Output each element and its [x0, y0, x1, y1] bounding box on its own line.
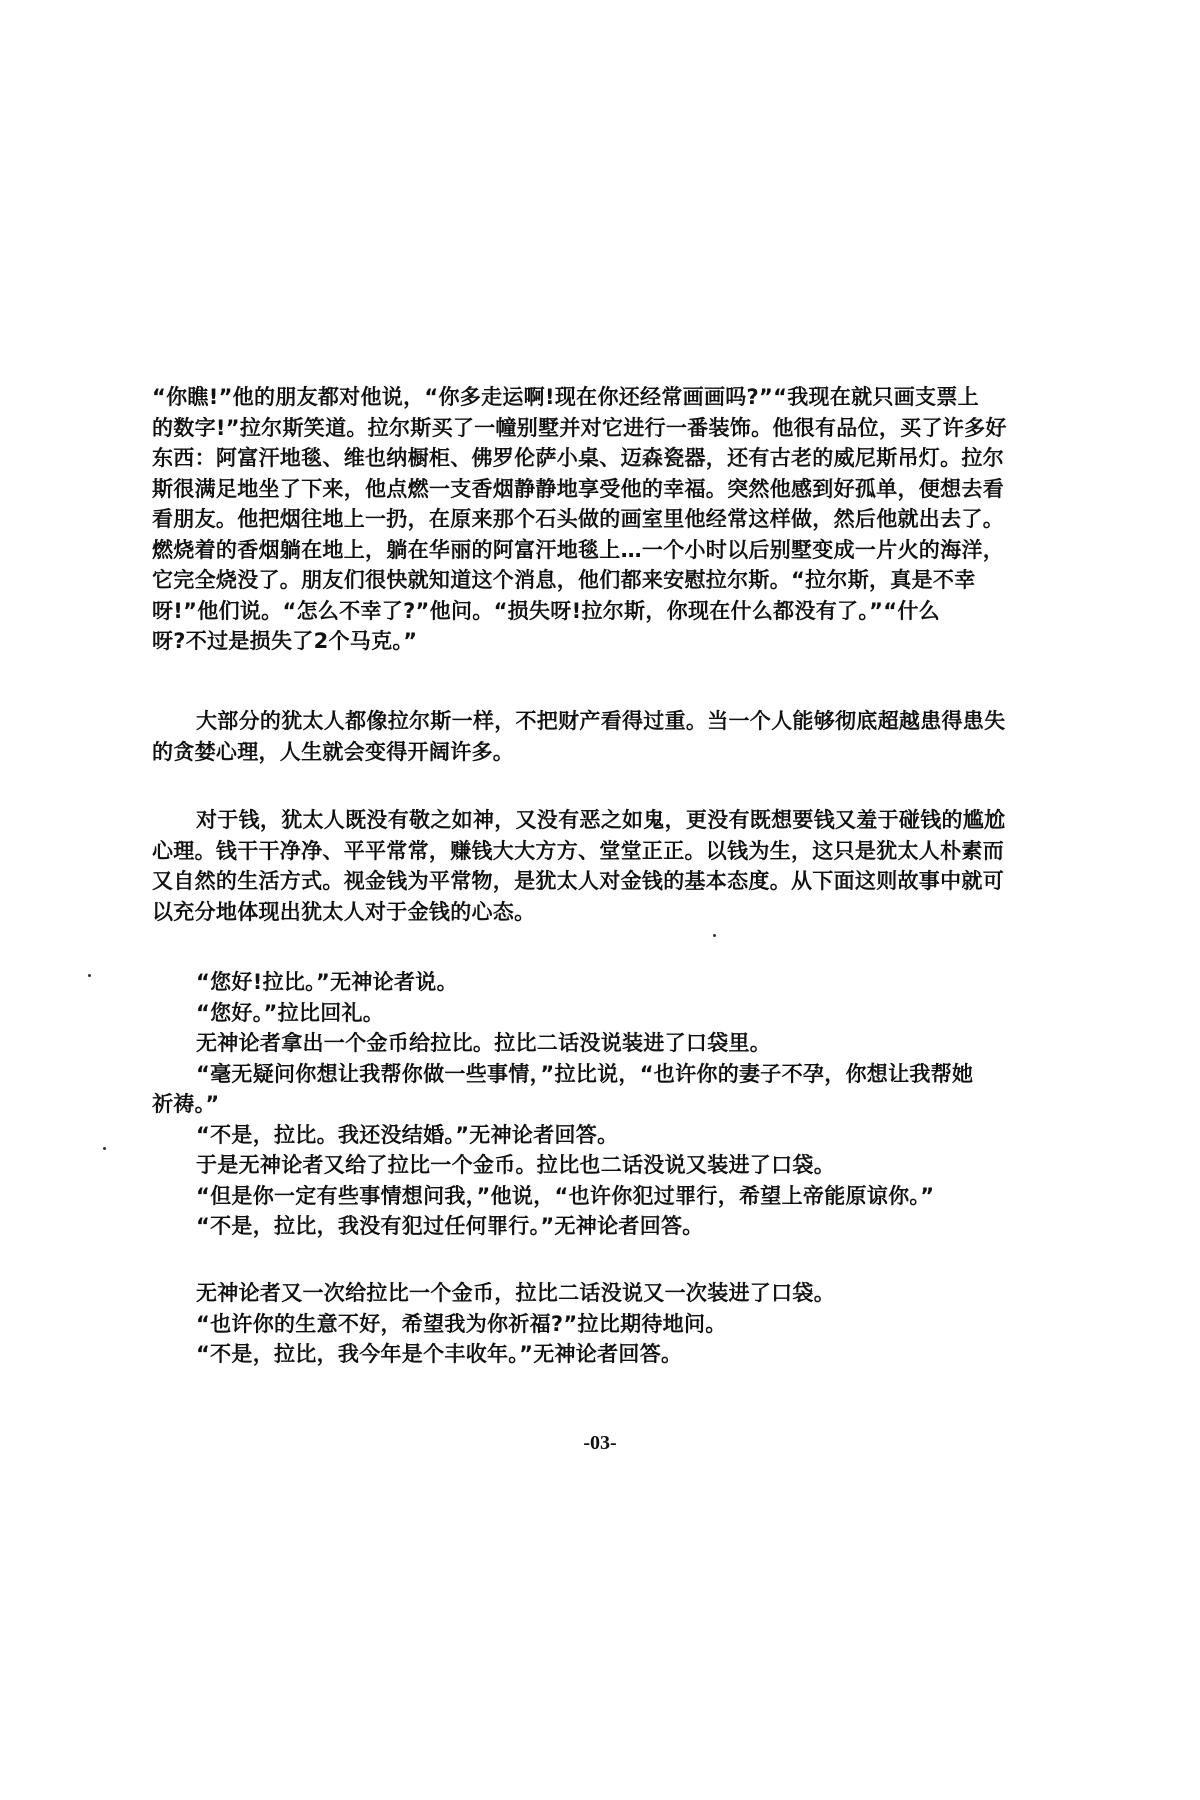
scan-speck: [713, 934, 716, 937]
dialogue-line: “毫无疑问你想让我帮你做一些事情，”拉比说，“也许你的妻子不孕，你想让我帮她: [196, 1061, 974, 1086]
text-line: 呀!”他们说。“怎么不幸了?”他问。“损失呀!拉尔斯，你现在什么都没有了。”“什么: [152, 598, 940, 623]
text-line: 的数字!”拉尔斯笑道。拉尔斯买了一幢别墅并对它进行一番装饰。他很有品位，买了许多好: [152, 415, 1007, 440]
text-line: 心理。钱干干净净、平平常常，赚钱大大方方、堂堂正正。以钱为生，这只是犹太人朴素而: [152, 838, 1004, 863]
paragraph-money-attitude: [152, 805, 1097, 927]
text-line: 它完全烧没了。朋友们很快就知道这个消息，他们都来安慰拉尔斯。“拉尔斯，真是不幸: [152, 568, 976, 592]
scan-speck: [103, 1147, 106, 1150]
text-line: 看朋友。他把烟往地上一扔，在原来那个石头做的画室里他经常这样做，然后他就出去了。: [152, 507, 1004, 531]
text-line: 呀?不过是损失了2个马克。”: [152, 629, 418, 653]
dialogue-line: “也许你的生意不好，希望我为你祈福?”拉比期待地问。: [196, 1311, 727, 1336]
paragraph-rabbi-dialogue: [152, 967, 1097, 1242]
page-number: -03-: [583, 1432, 617, 1454]
paragraph-property-attitude: [152, 706, 1097, 767]
dialogue-line: “不是，拉比。我还没结婚。”无神论者回答。: [196, 1122, 619, 1147]
text-line: 东西：阿富汗地毯、维也纳橱柜、佛罗伦萨小桌、迈森瓷器，还有古老的威尼斯吊灯。拉尔: [152, 446, 1004, 470]
dialogue-line: “不是，拉比，我没有犯过任何罪行。”无神论者回答。: [196, 1214, 704, 1238]
paragraph-rabbi-dialogue-continued: [152, 1278, 1097, 1370]
text-line: 以充分地体现出犹太人对于金钱的心态。: [152, 899, 536, 924]
text-line: 大部分的犹太人都像拉尔斯一样，不把财产看得过重。当一个人能够彻底超越患得患失: [196, 709, 1006, 733]
dialogue-line: “您好。”拉比回礼。: [196, 1000, 385, 1025]
dialogue-line: 无神论者又一次给拉比一个金币，拉比二话没说又一次装进了口袋。: [196, 1281, 835, 1305]
dialogue-line: 于是无神论者又给了拉比一个金币。拉比也二话没说又装进了口袋。: [196, 1153, 835, 1177]
dialogue-line: “您好!拉比。”无神论者说。: [196, 970, 458, 994]
text-line: 的贪婪心理，人生就会变得开阔许多。: [152, 739, 515, 764]
dialogue-line: 祈祷。”: [152, 1092, 220, 1116]
dialogue-line: “不是，拉比，我今年是个丰收年。”无神论者回答。: [196, 1342, 683, 1366]
scan-speck: [88, 974, 91, 977]
paragraph-lars-story: [152, 382, 1097, 657]
dialogue-line: 无神论者拿出一个金币给拉比。拉比二话没说装进了口袋里。: [196, 1031, 772, 1055]
text-line: 斯很满足地坐了下来，他点燃一支香烟静静地享受他的幸福。突然他感到好孤单，便想去看: [152, 476, 1004, 501]
text-line: 又自然的生活方式。视金钱为平常物，是犹太人对金钱的基本态度。从下面这则故事中就可: [152, 869, 1004, 893]
text-line: 燃烧着的香烟躺在地上，躺在华丽的阿富汗地毯上…一个小时以后别墅变成一片火的海洋，: [152, 537, 1004, 562]
text-line: “你瞧!”他的朋友都对他说，“你多走运啊!现在你还经常画画吗?”“我现在就只画支票上: [152, 385, 979, 409]
dialogue-line: “但是你一定有些事情想问我，”他说，“也许你犯过罪行，希望上帝能原谅你。”: [196, 1183, 935, 1208]
text-line: 对于钱，犹太人既没有敬之如神，又没有恶之如鬼，更没有既想要钱又羞于碰钱的尴尬: [196, 808, 1006, 832]
